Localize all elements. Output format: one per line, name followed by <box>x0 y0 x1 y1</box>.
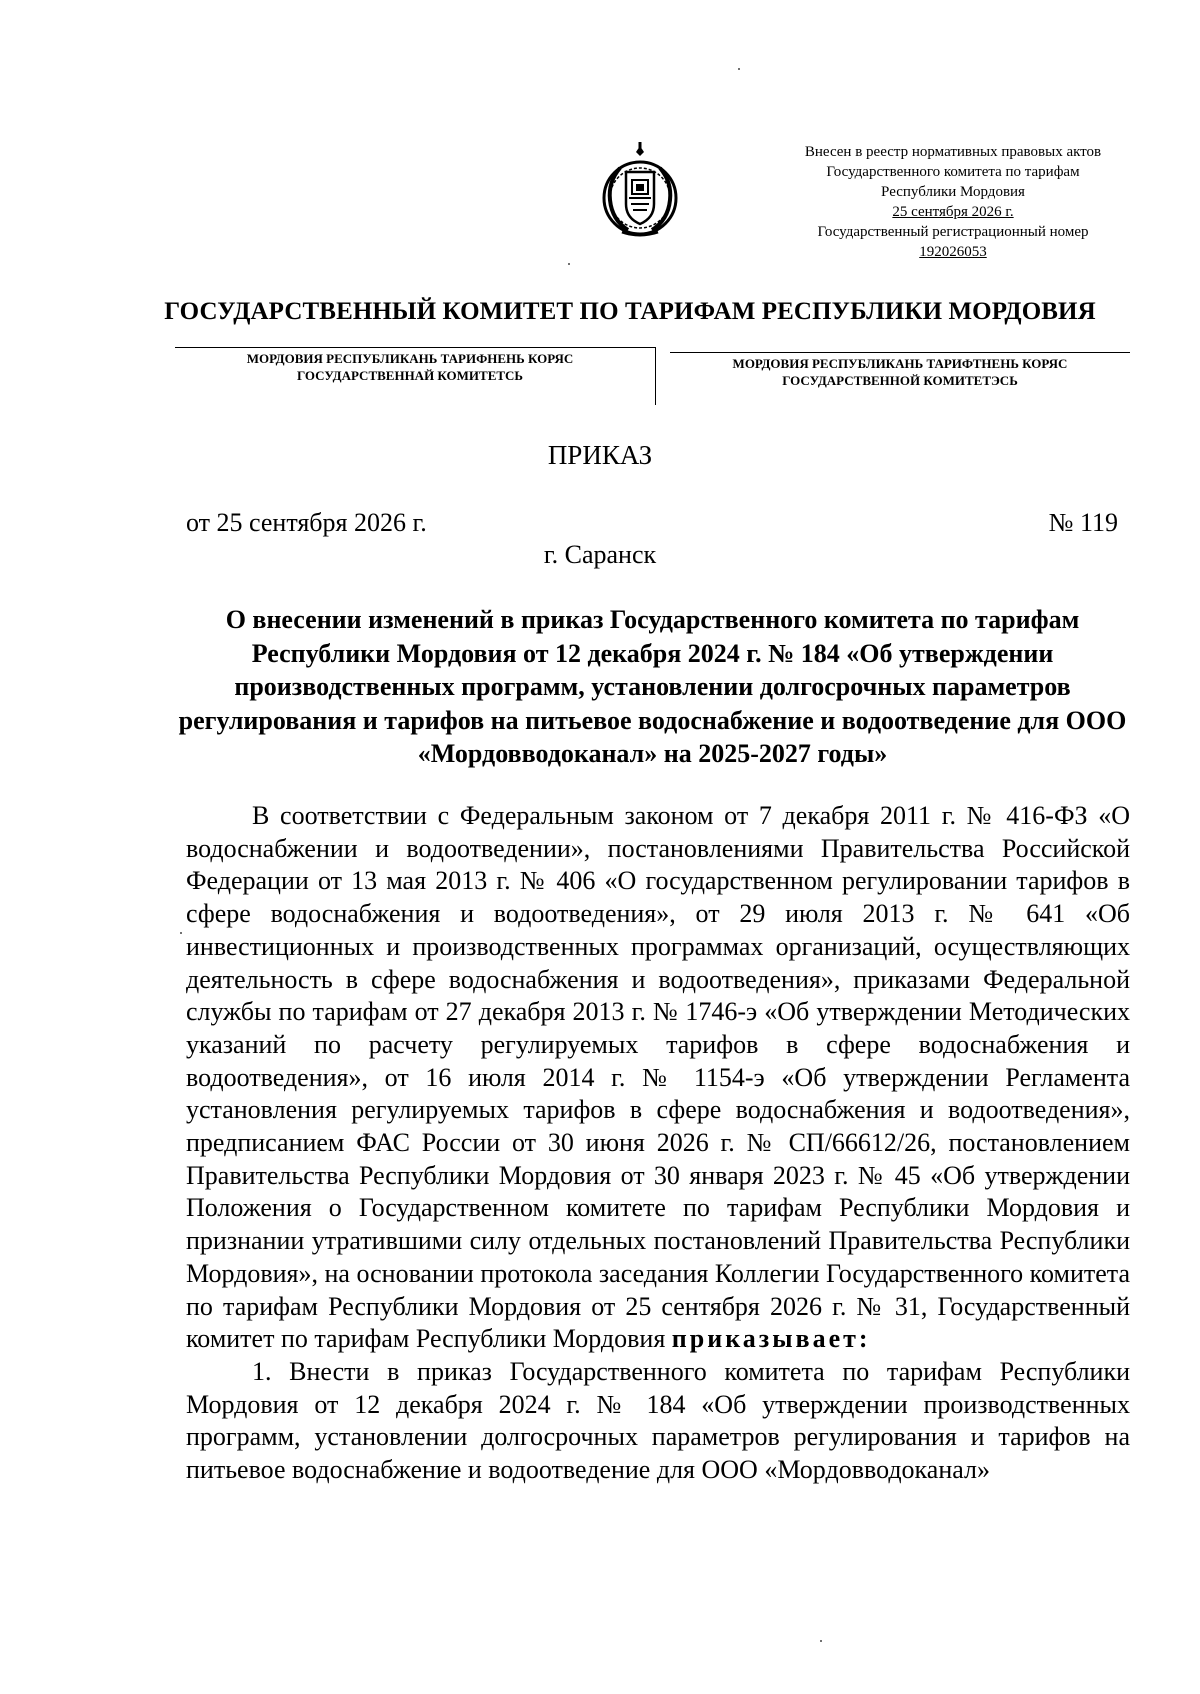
preamble-text: В соответствии с Федеральным законом от 7 декабря 2011 г. № 416-ФЗ «О водоснабжении и водоотведении», постановлениями Правительства Российской Федерации от 13 мая 2013 г. № 406 «О государственном регулировании тарифов в сфере водоснабжения и водоотведения», от 29 июля 2013 г. № 641 «Об инвестиционных и производственных программах организаций, осуществляющих деятельность в сфере водоснабжения и водоотведения», приказами Федеральной службы по тарифам от 27 декабря 2013 г. № 1746-э «Об утверждении Методических указаний по расчету регулируемых тарифов в сфере водоснабжения и водоотведения», от 16 июля 2014 г. № 1154-э «Об утверждении Регламента установления регулируемых тарифов в сфере водоснабжения и водоотведения», предписанием ФАС России от 30 июня 2026 г. № СП/66612/26, постановлением Правительства Республики Мордовия от 30 января 2023 г. № 45 «Об утверждении Положения о Государственном комитете по тарифам Республики Мордовия и признании утратившими силу отдельных постановлений Правительства Республики Мордовия», на основании протокола заседания Коллегии Государственного комитета по тарифам Республики Мордовия от 25 сентября 2026 г. № 31, Государственный комитет по тарифам Республики Мордовия <box>186 801 1130 1354</box>
scan-speck <box>568 263 570 265</box>
scan-speck <box>180 932 182 934</box>
registry-date: 25 сентября 2026 г. <box>892 204 1014 220</box>
committee-name-line: ГОСУДАРСТВЕННОЙ КОМИТЕТЭСЬ <box>782 373 1018 388</box>
scan-speck <box>820 1640 822 1642</box>
order-date: от 25 сентября 2026 г. <box>186 508 427 537</box>
committee-name-line: ГОСУДАРСТВЕННАЙ КОМИТЕТСЬ <box>296 368 524 383</box>
registry-line: Государственный регистрационный номер <box>817 224 1089 240</box>
preamble-paragraph <box>186 800 1130 1356</box>
committee-name-left <box>175 350 645 384</box>
coat-of-arms-emblem <box>598 142 682 238</box>
orders-word: приказывает: <box>671 1324 871 1354</box>
committee-name-line: МОРДОВИЯ РЕСПУБЛИКАНЬ ТАРИФНЕНЬ КОРЯС <box>246 351 574 366</box>
order-number: № 119 <box>1048 508 1118 537</box>
order-item-1: 1. Внести в приказ Государственного комитета по тарифам Республики Мордовия от 12 декабря 2024 г. № 184 «Об утверждении производственных программ, установлении долгосрочных параметров регулирования и тарифов на питьевое водоснабжение и водоотведение для ООО «Мордовводоканал» <box>186 1356 1130 1485</box>
registry-number: 192026053 <box>919 244 987 260</box>
order-heading: ПРИКАЗ <box>547 440 653 470</box>
committee-name-line: МОРДОВИЯ РЕСПУБЛИКАНЬ ТАРИФТНЕНЬ КОРЯС <box>732 356 1068 371</box>
registry-line: Внесен в реестр нормативных правовых актов <box>804 144 1102 160</box>
header-rule-right <box>670 352 1130 353</box>
committee-title: ГОСУДАРСТВЕННЫЙ КОМИТЕТ ПО ТАРИФАМ РЕСПУБЛИКИ МОРДОВИЯ <box>164 298 1096 325</box>
registry-line: Государственного комитета по тарифам <box>826 164 1080 180</box>
order-subject: О внесении изменений в приказ Государственного комитета по тарифам Республики Мордовия от 12 декабря 2024 г. № 184 «Об утверждении производственных программ, установлении долгосрочных параметров регулирования и тарифов на питьевое водоснабжение и водоотведение для ООО «Мордовводоканал» на 2025-2027 годы» <box>178 605 1127 768</box>
registry-note <box>758 142 1148 262</box>
order-body <box>186 800 1130 1487</box>
registry-line: Республики Мордовия <box>881 184 1025 200</box>
scan-speck <box>738 68 740 70</box>
committee-name-right <box>670 355 1130 389</box>
header-rule-left <box>175 347 655 348</box>
order-city: г. Саранск <box>543 540 657 569</box>
header-divider <box>655 347 656 405</box>
